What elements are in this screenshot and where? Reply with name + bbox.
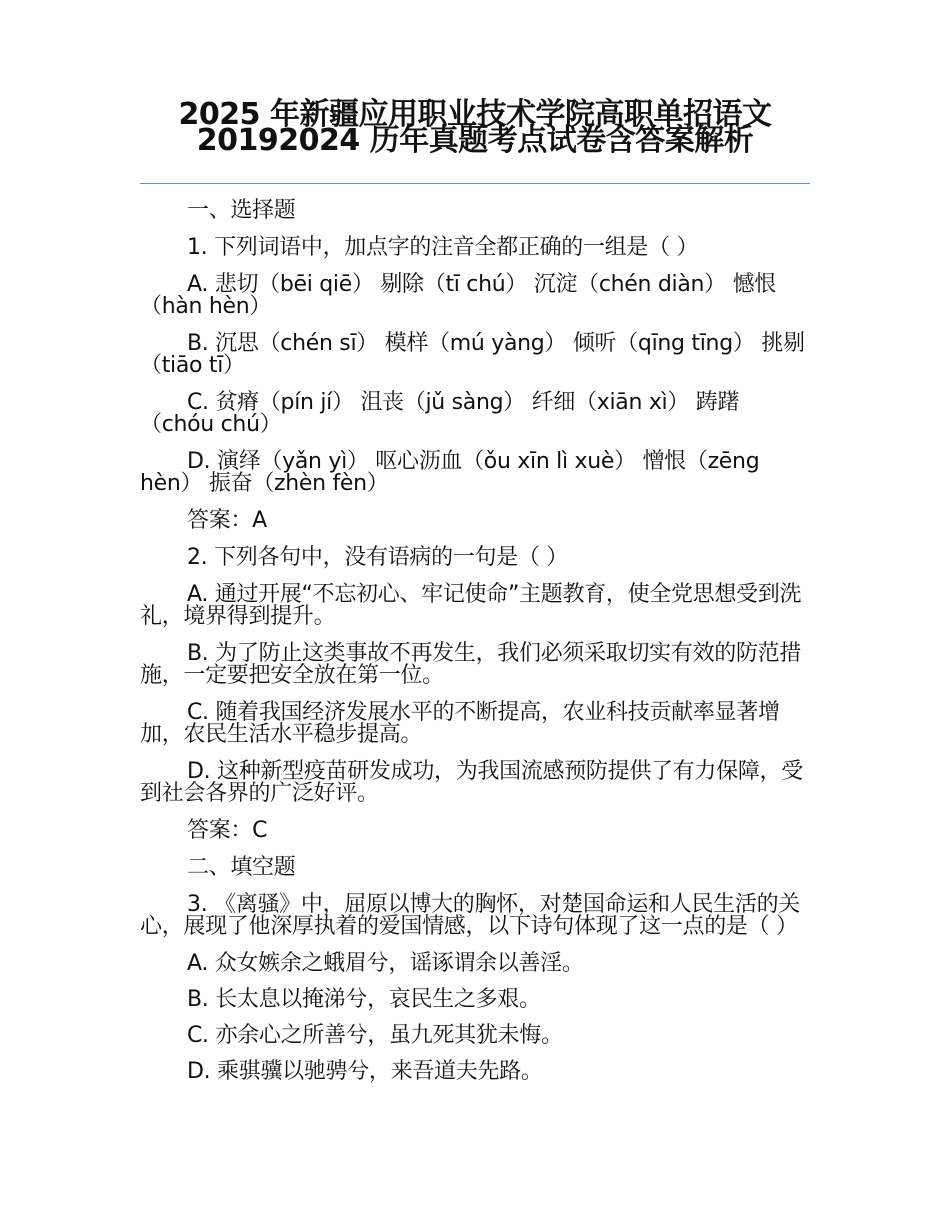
question-3-option-b: B. 长太息以掩涕兮，哀民生之多艰。 <box>187 987 541 1012</box>
question-1-option-b: B. 沉思（chén sī） 模样（mú yàng） 倾听（qīng tīng） 挑剔（tiāo tī） <box>140 331 805 378</box>
section-heading-fill: 二、填空题 <box>187 855 296 880</box>
question-3-option-a: A. 众女嫉余之蛾眉兮，谣诼谓余以善淫。 <box>187 951 584 976</box>
question-2-option-d: D. 这种新型疫苗研发成功，为我国流感预防提供了有力保障，受到社会各界的广泛好评。 <box>140 759 803 806</box>
question-2-option-c: C. 随着我国经济发展水平的不断提高，农业科技贡献率显著增加，农民生活水平稳步提高。 <box>140 700 780 747</box>
question-2-answer: 答案：C <box>187 818 268 843</box>
question-1-option-a: A. 悲切（bēi qiē） 剔除（tī chú） 沉淀（chén diàn） 憾恨（hàn hèn） <box>140 272 776 319</box>
question-2-option-a: A. 通过开展“不忘初心、牢记使命”主题教育，使全党思想受到洗礼，境界得到提升。 <box>140 582 802 629</box>
question-3-option-d: D. 乘骐骥以驰骋兮，来吾道夫先路。 <box>187 1059 543 1084</box>
title-divider <box>140 183 810 184</box>
question-3-option-c: C. 亦余心之所善兮，虽九死其犹未悔。 <box>187 1023 563 1048</box>
question-1-answer: 答案：A <box>187 508 267 533</box>
question-1-stem: 1. 下列词语中，加点字的注音全都正确的一组是（ ） <box>187 235 699 260</box>
question-1-option-c: C. 贫瘠（pín jí） 沮丧（jǔ sàng） 纤细（xiān xì） 踌躇（chóu chú） <box>140 390 740 437</box>
question-2-option-b: B. 为了防止这类事故不再发生，我们必须采取切实有效的防范措施，一定要把安全放在第一位。 <box>140 641 802 688</box>
question-3-stem: 3. 《离骚》中，屈原以博大的胸怀，对楚国命运和人民生活的关心，展现了他深厚执着的爱国情感，以下诗句体现了这一点的是（ ） <box>140 892 800 939</box>
document-title: 2025 年新疆应用职业技术学院高职单招语文 20192024 历年真题考点试卷含答案解析 <box>178 97 772 158</box>
question-2-stem: 2. 下列各句中，没有语病的一句是（ ） <box>187 545 568 570</box>
question-1-option-d: D. 演绎（yǎn yì） 呕心沥血（ǒu xīn lì xuè） 憎恨（zēng hèn） 振奋（zhèn fèn） <box>140 449 760 496</box>
document-body <box>140 200 810 1097</box>
section-heading-choice: 一、选择题 <box>187 198 296 223</box>
